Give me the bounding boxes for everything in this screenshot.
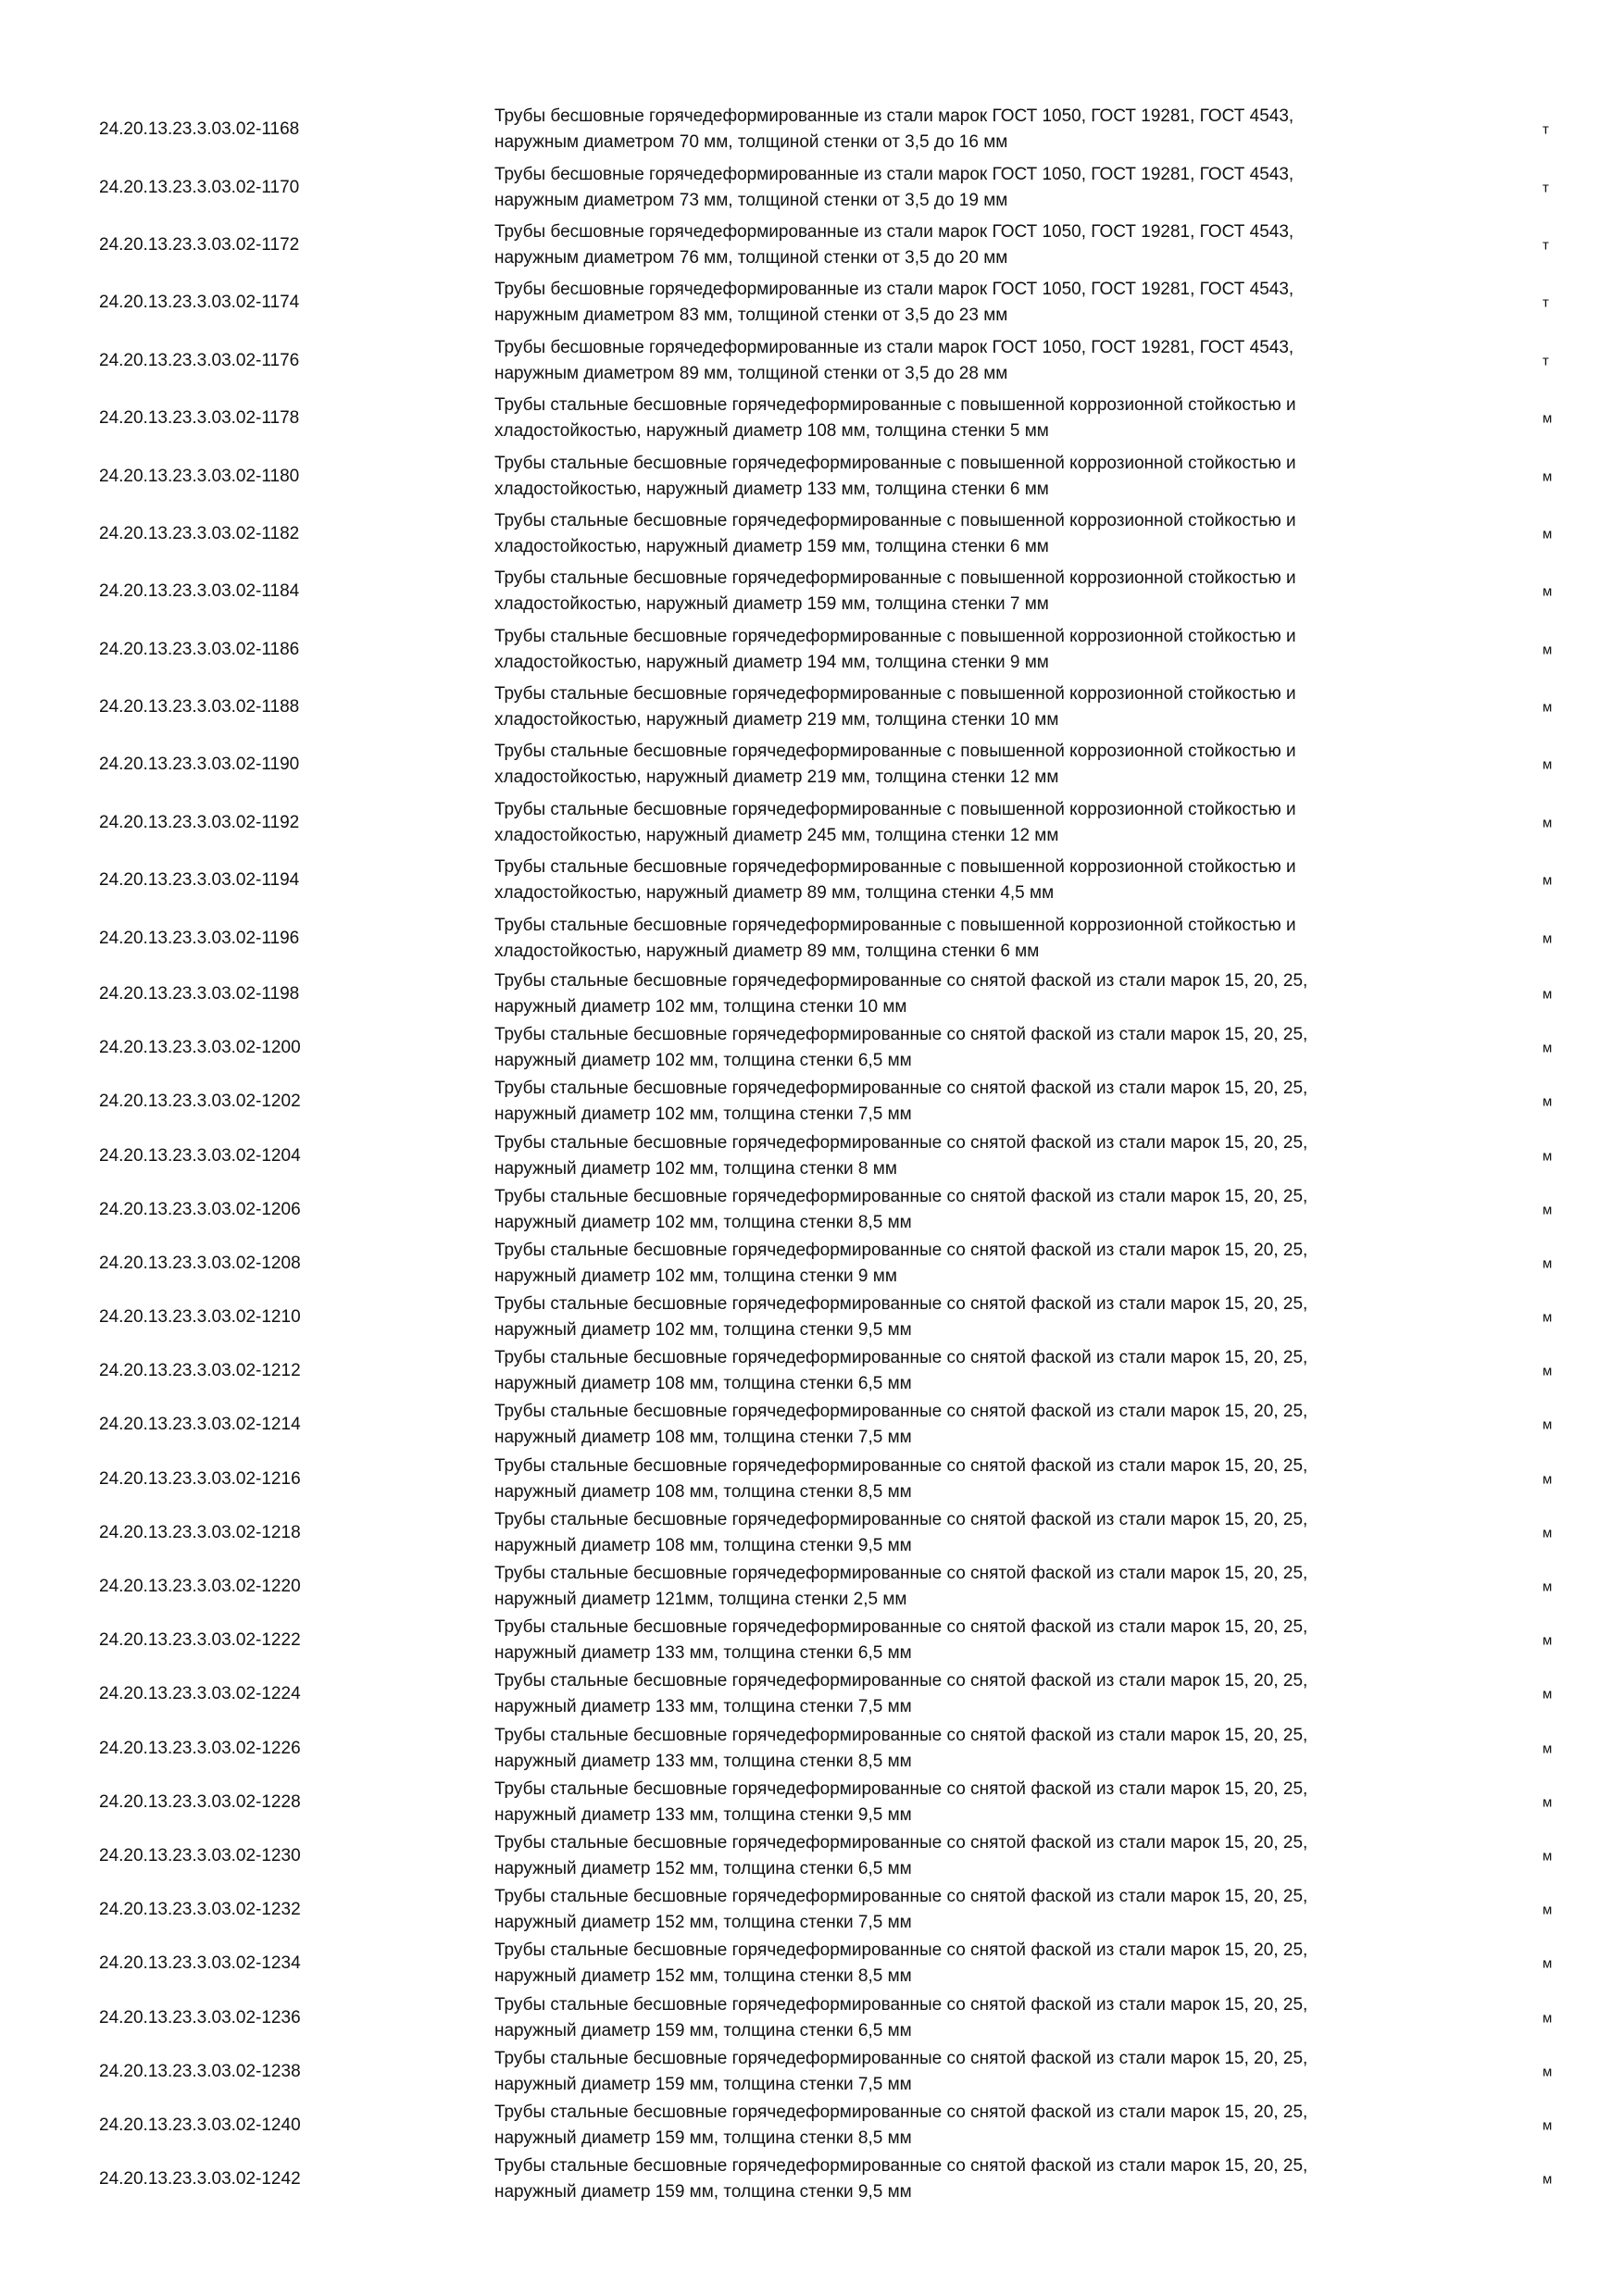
resource-description xyxy=(494,855,1439,906)
resource-code: 24.20.13.23.3.03.02-1234 xyxy=(99,1953,301,1974)
table-row xyxy=(0,1075,1624,1129)
resource-description xyxy=(494,1076,1439,1128)
unit-of-measure: м xyxy=(1543,1202,1553,1218)
resource-code: 24.20.13.23.3.03.02-1172 xyxy=(99,234,300,255)
unit-of-measure: м xyxy=(1543,410,1553,427)
description-line-2: наружный диаметр 121мм, толщина стенки 2,5 мм xyxy=(494,1590,907,1610)
resource-description xyxy=(494,739,1439,791)
table-row xyxy=(0,1667,1624,1721)
description-line-1: Трубы стальные бесшовные горячедеформированные со снятой фаской из стали марок 15, 20, 25, xyxy=(494,1079,1308,1099)
table-row xyxy=(0,505,1624,563)
description-line-1: Трубы стальные бесшовные горячедеформированные со снятой фаской из стали марок 15, 20, 25, xyxy=(494,1832,1308,1853)
resource-code: 24.20.13.23.3.03.02-1194 xyxy=(99,870,300,891)
resource-code: 24.20.13.23.3.03.02-1184 xyxy=(99,581,300,602)
unit-of-measure: м xyxy=(1543,1255,1553,1272)
resource-description xyxy=(494,1992,1439,2044)
description-line-1: Трубы бесшовные горячедеформированные из стали марок ГОСТ 1050, ГОСТ 19281, ГОСТ 4543, xyxy=(494,337,1294,357)
description-line-1: Трубы бесшовные горячедеформированные из стали марок ГОСТ 1050, ГОСТ 19281, ГОСТ 4543, xyxy=(494,164,1294,184)
table-row xyxy=(0,679,1624,736)
unit-of-measure: м xyxy=(1543,1416,1553,1433)
resource-description xyxy=(494,1184,1439,1236)
description-line-1: Трубы стальные бесшовные горячедеформированные со снятой фаской из стали марок 15, 20, 25, xyxy=(494,1887,1308,1907)
resource-description xyxy=(494,1292,1439,1343)
description-line-1: Трубы бесшовные горячедеформированные из стали марок ГОСТ 1050, ГОСТ 19281, ГОСТ 4543, xyxy=(494,280,1294,300)
description-line-1: Трубы стальные бесшовные горячедеформированные со снятой фаской из стали марок 15, 20, 25, xyxy=(494,1455,1308,1476)
table-row xyxy=(0,447,1624,505)
description-line-1: Трубы стальные бесшовные горячедеформированные со снятой фаской из стали марок 15, 20, 25, xyxy=(494,1402,1308,1422)
description-line-1: Трубы стальные бесшовные горячедеформированные с повышенной коррозионной стойкостью и xyxy=(494,510,1296,530)
unit-of-measure: м xyxy=(1543,930,1553,947)
description-line-2: хладостойкостью, наружный диаметр 133 мм, толщина стенки 6 мм xyxy=(494,479,1049,499)
table-row xyxy=(0,1829,1624,1883)
resource-code: 24.20.13.23.3.03.02-1204 xyxy=(99,1145,301,1166)
table-row xyxy=(0,1883,1624,1937)
description-line-1: Трубы стальные бесшовные горячедеформированные со снятой фаской из стали марок 15, 20, 25, xyxy=(494,2048,1308,2068)
description-line-2: хладостойкостью, наружный диаметр 245 мм, толщина стенки 12 мм xyxy=(494,825,1059,845)
description-line-1: Трубы стальные бесшовные горячедеформированные со снятой фаской из стали марок 15, 20, 25, xyxy=(494,1348,1308,1368)
table-row xyxy=(0,217,1624,274)
unit-of-measure: м xyxy=(1543,2064,1553,2080)
resource-description xyxy=(494,2153,1439,2205)
resource-code: 24.20.13.23.3.03.02-1190 xyxy=(99,755,300,775)
resource-description xyxy=(494,104,1439,156)
resource-code: 24.20.13.23.3.03.02-1210 xyxy=(99,1307,301,1328)
unit-of-measure: м xyxy=(1543,1955,1553,1972)
unit-of-measure: м xyxy=(1543,815,1553,831)
resource-code: 24.20.13.23.3.03.02-1220 xyxy=(99,1577,301,1597)
resource-code: 24.20.13.23.3.03.02-1188 xyxy=(99,697,300,718)
table-row xyxy=(0,794,1624,852)
resource-description xyxy=(494,162,1439,214)
table-row xyxy=(0,2099,1624,2152)
description-line-1: Трубы стальные бесшовные горячедеформированные со снятой фаской из стали марок 15, 20, 25, xyxy=(494,1240,1308,1260)
resource-description xyxy=(494,393,1439,444)
unit-of-measure: м xyxy=(1543,1902,1553,1918)
resource-description xyxy=(494,2100,1439,2152)
description-line-2: хладостойкостью, наружный диаметр 159 мм, толщина стенки 7 мм xyxy=(494,594,1049,615)
unit-of-measure: м xyxy=(1543,1525,1553,1541)
description-line-2: наружным диаметром 76 мм, толщиной стенки от 3,5 до 20 мм xyxy=(494,247,1008,268)
resource-description xyxy=(494,1454,1439,1505)
resource-description xyxy=(494,797,1439,849)
resource-code: 24.20.13.23.3.03.02-1218 xyxy=(99,1522,301,1542)
resource-code: 24.20.13.23.3.03.02-1214 xyxy=(99,1415,301,1435)
resource-description xyxy=(494,1130,1439,1182)
description-line-1: Трубы стальные бесшовные горячедеформированные со снятой фаской из стали марок 15, 20, 25, xyxy=(494,1994,1308,2015)
table-row xyxy=(0,1344,1624,1398)
resource-description xyxy=(494,913,1439,965)
unit-of-measure: т xyxy=(1543,294,1549,311)
description-line-1: Трубы стальные бесшовные горячедеформированные со снятой фаской из стали марок 15, 20, 25, xyxy=(494,1725,1308,1745)
table-row xyxy=(0,736,1624,793)
description-line-1: Трубы стальные бесшовные горячедеформированные со снятой фаской из стали марок 15, 20, 25, xyxy=(494,1509,1308,1529)
table-row xyxy=(0,2045,1624,2099)
table-row xyxy=(0,1453,1624,1506)
table-row xyxy=(0,1398,1624,1452)
resource-code: 24.20.13.23.3.03.02-1206 xyxy=(99,1199,301,1219)
table-row xyxy=(0,1560,1624,1614)
description-line-2: хладостойкостью, наружный диаметр 89 мм, толщина стенки 6 мм xyxy=(494,941,1040,961)
unit-of-measure: м xyxy=(1543,1040,1553,1056)
description-line-1: Трубы стальные бесшовные горячедеформированные с повышенной коррозионной стойкостью и xyxy=(494,395,1296,416)
resource-description xyxy=(494,335,1439,387)
resource-description xyxy=(494,219,1439,271)
table-row xyxy=(0,1129,1624,1182)
unit-of-measure: м xyxy=(1543,468,1553,485)
unit-of-measure: м xyxy=(1543,1093,1553,1110)
table-row xyxy=(0,1721,1624,1775)
description-line-2: наружный диаметр 152 мм, толщина стенки 6,5 мм xyxy=(494,1858,912,1878)
resource-code: 24.20.13.23.3.03.02-1238 xyxy=(99,2061,301,2081)
unit-of-measure: м xyxy=(1543,756,1553,773)
description-line-1: Трубы стальные бесшовные горячедеформированные с повышенной коррозионной стойкостью и xyxy=(494,568,1296,589)
description-line-2: наружный диаметр 102 мм, толщина стенки 10 мм xyxy=(494,996,907,1017)
unit-of-measure: м xyxy=(1543,872,1553,889)
unit-of-measure: м xyxy=(1543,1741,1553,1757)
table-row xyxy=(0,909,1624,967)
resource-description xyxy=(494,1830,1439,1882)
table-row xyxy=(0,1937,1624,1990)
description-line-2: наружный диаметр 108 мм, толщина стенки 8,5 мм xyxy=(494,1481,912,1502)
unit-of-measure: м xyxy=(1543,1632,1553,1649)
description-line-2: наружный диаметр 102 мм, толщина стенки 9 мм xyxy=(494,1266,897,1286)
description-line-2: наружный диаметр 133 мм, толщина стенки 7,5 мм xyxy=(494,1697,912,1717)
resource-description xyxy=(494,1884,1439,1936)
unit-of-measure: м xyxy=(1543,1309,1553,1326)
resource-code: 24.20.13.23.3.03.02-1196 xyxy=(99,928,300,948)
unit-of-measure: м xyxy=(1543,986,1553,1003)
description-line-1: Трубы стальные бесшовные горячедеформированные со снятой фаской из стали марок 15, 20, 25, xyxy=(494,2156,1308,2177)
table-row xyxy=(0,158,1624,216)
description-line-1: Трубы стальные бесшовные горячедеформированные с повышенной коррозионной стойкостью и xyxy=(494,626,1296,646)
resource-description xyxy=(494,2046,1439,2098)
description-line-2: наружный диаметр 159 мм, толщина стенки 7,5 мм xyxy=(494,2074,912,2094)
resource-code: 24.20.13.23.3.03.02-1224 xyxy=(99,1684,301,1704)
table-row xyxy=(0,1237,1624,1291)
table-row xyxy=(0,2152,1624,2206)
description-line-2: наружным диаметром 70 мм, толщиной стенки от 3,5 до 16 мм xyxy=(494,132,1008,153)
resource-code: 24.20.13.23.3.03.02-1174 xyxy=(99,293,300,313)
table-row xyxy=(0,274,1624,331)
resource-code: 24.20.13.23.3.03.02-1198 xyxy=(99,983,300,1004)
unit-of-measure: м xyxy=(1543,2171,1553,2188)
unit-of-measure: м xyxy=(1543,2117,1553,2134)
resource-description xyxy=(494,1507,1439,1559)
description-line-2: наружный диаметр 159 мм, толщина стенки 9,5 мм xyxy=(494,2182,912,2202)
resource-code: 24.20.13.23.3.03.02-1202 xyxy=(99,1092,301,1112)
description-line-2: наружный диаметр 159 мм, толщина стенки 6,5 мм xyxy=(494,2020,912,2040)
description-line-1: Трубы стальные бесшовные горячедеформированные со снятой фаской из стали марок 15, 20, 25, xyxy=(494,1671,1308,1691)
description-line-1: Трубы стальные бесшовные горячедеформированные с повышенной коррозионной стойкостью и xyxy=(494,684,1296,705)
resource-description xyxy=(494,968,1439,1020)
resource-description xyxy=(494,1668,1439,1720)
table-row xyxy=(0,1990,1624,2044)
description-line-2: наружным диаметром 83 мм, толщиной стенки от 3,5 до 23 мм xyxy=(494,306,1008,326)
description-line-2: наружным диаметром 73 мм, толщиной стенки от 3,5 до 19 мм xyxy=(494,190,1008,210)
description-line-2: наружный диаметр 152 мм, толщина стенки 7,5 мм xyxy=(494,1913,912,1933)
description-line-2: наружный диаметр 108 мм, толщина стенки 6,5 мм xyxy=(494,1374,912,1394)
unit-of-measure: м xyxy=(1543,2010,1553,2027)
resource-code: 24.20.13.23.3.03.02-1186 xyxy=(99,639,300,659)
resource-code: 24.20.13.23.3.03.02-1180 xyxy=(99,466,300,486)
description-line-2: наружный диаметр 102 мм, толщина стенки 8,5 мм xyxy=(494,1212,912,1232)
resource-description xyxy=(494,1777,1439,1828)
resource-description xyxy=(494,451,1439,503)
resource-code: 24.20.13.23.3.03.02-1178 xyxy=(99,408,300,429)
resource-code: 24.20.13.23.3.03.02-1170 xyxy=(99,177,300,197)
unit-of-measure: т xyxy=(1543,353,1549,369)
description-line-2: наружный диаметр 152 мм, толщина стенки 8,5 мм xyxy=(494,1966,912,1987)
resource-description xyxy=(494,1022,1439,1074)
table-row xyxy=(0,1614,1624,1667)
description-line-1: Трубы стальные бесшовные горячедеформированные со снятой фаской из стали марок 15, 20, 25, xyxy=(494,1294,1308,1315)
resource-code: 24.20.13.23.3.03.02-1212 xyxy=(99,1361,301,1381)
description-line-1: Трубы стальные бесшовные горячедеформированные со снятой фаской из стали марок 15, 20, 25, xyxy=(494,970,1308,991)
resource-description xyxy=(494,624,1439,676)
table-row xyxy=(0,1291,1624,1344)
description-line-2: хладостойкостью, наружный диаметр 89 мм, толщина стенки 4,5 мм xyxy=(494,883,1055,904)
resource-code: 24.20.13.23.3.03.02-1236 xyxy=(99,2007,301,2028)
description-line-2: наружный диаметр 102 мм, толщина стенки 6,5 мм xyxy=(494,1051,912,1071)
description-line-1: Трубы стальные бесшовные горячедеформированные с повышенной коррозионной стойкостью и xyxy=(494,453,1296,473)
resource-code: 24.20.13.23.3.03.02-1192 xyxy=(99,812,300,832)
description-line-2: наружный диаметр 108 мм, толщина стенки 9,5 мм xyxy=(494,1535,912,1555)
unit-of-measure: т xyxy=(1543,237,1549,254)
description-line-1: Трубы стальные бесшовные горячедеформированные со снятой фаской из стали марок 15, 20, 25, xyxy=(494,1025,1308,1045)
unit-of-measure: м xyxy=(1543,1848,1553,1865)
resource-code: 24.20.13.23.3.03.02-1182 xyxy=(99,523,300,543)
description-line-2: наружный диаметр 102 мм, толщина стенки 8 мм xyxy=(494,1158,897,1179)
unit-of-measure: м xyxy=(1543,1578,1553,1595)
description-line-1: Трубы стальные бесшовные горячедеформированные со снятой фаской из стали марок 15, 20, 25, xyxy=(494,1617,1308,1638)
unit-of-measure: м xyxy=(1543,1363,1553,1379)
table-row xyxy=(0,1506,1624,1560)
description-line-1: Трубы стальные бесшовные горячедеформированные с повышенной коррозионной стойкостью и xyxy=(494,799,1296,819)
resource-code: 24.20.13.23.3.03.02-1216 xyxy=(99,1468,301,1489)
description-line-2: хладостойкостью, наружный диаметр 194 мм, толщина стенки 9 мм xyxy=(494,652,1049,672)
description-line-1: Трубы бесшовные горячедеформированные из стали марок ГОСТ 1050, ГОСТ 19281, ГОСТ 4543, xyxy=(494,221,1294,242)
resource-description xyxy=(494,566,1439,618)
unit-of-measure: м xyxy=(1543,1686,1553,1703)
description-line-2: наружный диаметр 133 мм, толщина стенки 9,5 мм xyxy=(494,1804,912,1825)
description-line-2: наружный диаметр 108 мм, толщина стенки 7,5 мм xyxy=(494,1428,912,1448)
resource-description xyxy=(494,1345,1439,1397)
resource-code: 24.20.13.23.3.03.02-1168 xyxy=(99,119,300,140)
table-row xyxy=(0,563,1624,620)
description-line-2: хладостойкостью, наружный диаметр 219 мм, толщина стенки 12 мм xyxy=(494,767,1059,788)
resource-code: 24.20.13.23.3.03.02-1200 xyxy=(99,1038,301,1058)
resource-code: 24.20.13.23.3.03.02-1208 xyxy=(99,1253,301,1273)
unit-of-measure: м xyxy=(1543,526,1553,543)
resource-code: 24.20.13.23.3.03.02-1176 xyxy=(99,350,300,370)
description-line-1: Трубы стальные бесшовные горячедеформированные со снятой фаской из стали марок 15, 20, 25, xyxy=(494,2102,1308,2122)
unit-of-measure: т xyxy=(1543,180,1549,196)
description-line-2: наружный диаметр 159 мм, толщина стенки 8,5 мм xyxy=(494,2128,912,2148)
description-line-1: Трубы стальные бесшовные горячедеформированные со снятой фаской из стали марок 15, 20, 25, xyxy=(494,1778,1308,1799)
description-line-1: Трубы стальные бесшовные горячедеформированные со снятой фаской из стали марок 15, 20, 25, xyxy=(494,1564,1308,1584)
resource-code: 24.20.13.23.3.03.02-1230 xyxy=(99,1845,301,1866)
resource-code: 24.20.13.23.3.03.02-1226 xyxy=(99,1738,301,1758)
unit-of-measure: м xyxy=(1543,1148,1553,1165)
description-line-1: Трубы стальные бесшовные горячедеформированные с повышенной коррозионной стойкостью и xyxy=(494,742,1296,762)
description-line-1: Трубы бесшовные горячедеформированные из стали марок ГОСТ 1050, ГОСТ 19281, ГОСТ 4543, xyxy=(494,106,1294,127)
unit-of-measure: м xyxy=(1543,583,1553,600)
resource-code: 24.20.13.23.3.03.02-1242 xyxy=(99,2169,301,2190)
description-line-2: наружный диаметр 102 мм, толщина стенки 7,5 мм xyxy=(494,1104,912,1125)
table-row xyxy=(0,967,1624,1021)
table-row xyxy=(0,621,1624,679)
table-row xyxy=(0,1776,1624,1829)
description-line-1: Трубы стальные бесшовные горячедеформированные со снятой фаской из стали марок 15, 20, 25, xyxy=(494,1940,1308,1961)
resource-description xyxy=(494,1399,1439,1451)
table-row xyxy=(0,101,1624,158)
description-line-1: Трубы стальные бесшовные горячедеформированные со снятой фаской из стали марок 15, 20, 25, xyxy=(494,1132,1308,1153)
description-line-2: хладостойкостью, наружный диаметр 219 мм, толщина стенки 10 мм xyxy=(494,710,1059,730)
resource-code: 24.20.13.23.3.03.02-1222 xyxy=(99,1630,301,1651)
description-line-2: наружный диаметр 102 мм, толщина стенки 9,5 мм xyxy=(494,1320,912,1341)
table-row xyxy=(0,852,1624,909)
table-row xyxy=(0,1021,1624,1075)
unit-of-measure: т xyxy=(1543,121,1549,138)
table-row xyxy=(0,390,1624,447)
description-line-1: Трубы стальные бесшовные горячедеформированные со снятой фаской из стали марок 15, 20, 25, xyxy=(494,1186,1308,1206)
unit-of-measure: м xyxy=(1543,699,1553,716)
resource-table xyxy=(0,101,1624,2206)
description-line-2: наружный диаметр 133 мм, толщина стенки 6,5 мм xyxy=(494,1643,912,1664)
description-line-2: наружный диаметр 133 мм, толщина стенки 8,5 мм xyxy=(494,1751,912,1771)
resource-description xyxy=(494,1561,1439,1613)
description-line-2: хладостойкостью, наружный диаметр 159 мм, толщина стенки 6 мм xyxy=(494,536,1049,556)
unit-of-measure: м xyxy=(1543,1794,1553,1811)
description-line-1: Трубы стальные бесшовные горячедеформированные с повышенной коррозионной стойкостью и xyxy=(494,915,1296,935)
resource-description xyxy=(494,1238,1439,1290)
description-line-1: Трубы стальные бесшовные горячедеформированные с повышенной коррозионной стойкостью и xyxy=(494,857,1296,878)
unit-of-measure: м xyxy=(1543,1471,1553,1488)
resource-code: 24.20.13.23.3.03.02-1228 xyxy=(99,1791,301,1812)
resource-description xyxy=(494,1615,1439,1666)
resource-description xyxy=(494,1938,1439,1990)
resource-description xyxy=(494,508,1439,560)
resource-code: 24.20.13.23.3.03.02-1232 xyxy=(99,1900,301,1920)
unit-of-measure: м xyxy=(1543,642,1553,658)
table-row xyxy=(0,332,1624,390)
table-row xyxy=(0,1183,1624,1237)
resource-description xyxy=(494,681,1439,733)
description-line-2: наружным диаметром 89 мм, толщиной стенки от 3,5 до 28 мм xyxy=(494,363,1008,383)
resource-description xyxy=(494,277,1439,329)
description-line-2: хладостойкостью, наружный диаметр 108 мм, толщина стенки 5 мм xyxy=(494,421,1049,442)
resource-code: 24.20.13.23.3.03.02-1240 xyxy=(99,2115,301,2135)
resource-description xyxy=(494,1723,1439,1775)
